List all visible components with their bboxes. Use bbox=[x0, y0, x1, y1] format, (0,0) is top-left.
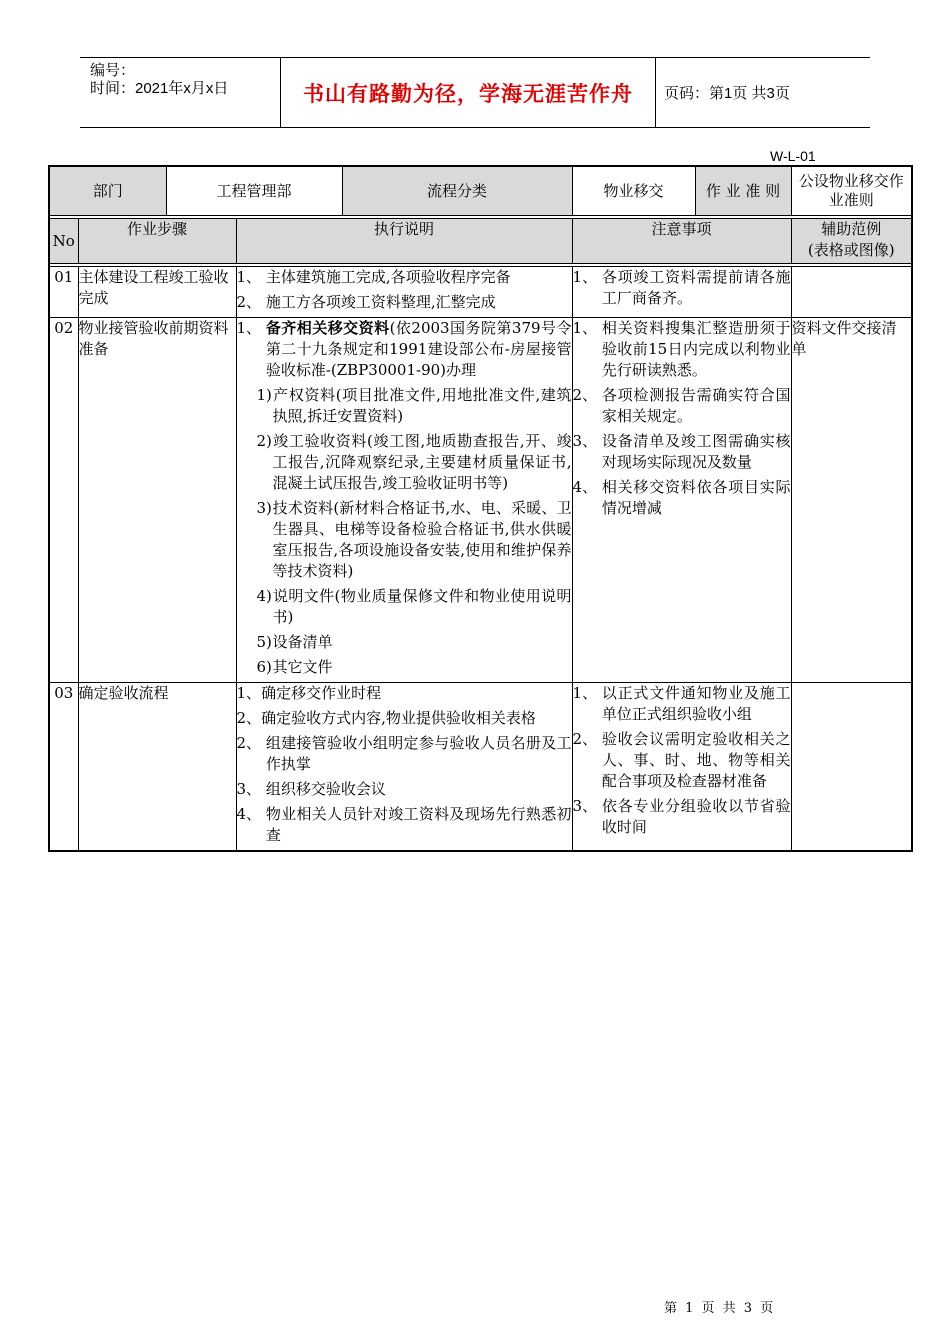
rule-label: 作 业 准 则 bbox=[695, 166, 791, 216]
row-exec bbox=[236, 683, 572, 852]
procedure-table bbox=[48, 165, 913, 852]
col-step: 作业步骤 bbox=[78, 219, 236, 264]
row-step: 确定验收流程 bbox=[78, 683, 236, 852]
table-row bbox=[49, 267, 912, 318]
exec-item: 4、 物业相关人员针对竣工资料及现场先行熟悉初查 bbox=[236, 805, 572, 844]
row-exec bbox=[236, 267, 572, 318]
note-item: 2、 各项检测报告需确实符合国家相关规定。 bbox=[572, 386, 791, 425]
note-item: 1、 相关资料搜集汇整造册须于验收前15日内完成以利物业先行研读熟悉。 bbox=[572, 319, 791, 379]
dept-value: 工程管理部 bbox=[166, 166, 342, 216]
exec-item: 2、 组建接管验收小组明定参与验收人员名册及工作执掌 bbox=[236, 734, 572, 773]
row-notes bbox=[572, 318, 791, 683]
col-exec: 执行说明 bbox=[236, 219, 572, 264]
table-row bbox=[49, 318, 912, 683]
row-step: 物业接管验收前期资料准备 bbox=[78, 318, 236, 683]
page-header bbox=[80, 57, 870, 128]
category-value: 物业移交 bbox=[572, 166, 695, 216]
note-item: 2、 验收会议需明定验收相关之人、事、时、地、物等相关配合事项及检查器材准备 bbox=[572, 730, 791, 790]
category-label: 流程分类 bbox=[342, 166, 572, 216]
exec-item: 2、 确定验收方式内容,物业提供验收相关表格 bbox=[236, 709, 536, 727]
rule-value: 公设物业移交作业准则 bbox=[791, 166, 912, 216]
header-info-cell bbox=[80, 58, 281, 127]
row-aux: 资料文件交接清单 bbox=[791, 318, 912, 683]
row-no: 01 bbox=[49, 267, 78, 318]
exec-bold: 备齐相关移交资料 bbox=[265, 319, 390, 337]
row-notes bbox=[572, 267, 791, 318]
dept-label: 部门 bbox=[49, 166, 166, 216]
col-aux bbox=[791, 219, 912, 264]
col-note: 注意事项 bbox=[572, 219, 791, 264]
sub-item: 5)设备清单 bbox=[256, 633, 333, 651]
row-notes bbox=[572, 683, 791, 852]
row-aux bbox=[791, 683, 912, 852]
page-info: 页码：第1页 共3页 bbox=[664, 85, 790, 102]
header-motto-cell bbox=[281, 58, 656, 127]
note-item: 3、 依各专业分组验收以节省验收时间 bbox=[572, 797, 791, 836]
sub-item: 6)其它文件 bbox=[256, 658, 333, 676]
exec-item: 1、 主体建筑施工完成,各项验收程序完备 bbox=[236, 268, 511, 286]
column-header-row bbox=[49, 219, 912, 264]
meta-row bbox=[49, 166, 912, 216]
sub-item: 1)产权资料(项目批准文件,用地批准文件,建筑执照,拆迁安置资料) bbox=[256, 386, 572, 425]
row-aux bbox=[791, 267, 912, 318]
exec-item: 1、 确定移交作业时程 bbox=[236, 684, 382, 702]
exec-item: 1、 备齐相关移交资料(依2003国务院第379号令第二十九条规定和1991建设部公布-房屋接管验收标准-(ZBP30001-90)办理 bbox=[236, 319, 572, 379]
exec-item: 3、 组织移交验收会议 bbox=[236, 780, 386, 798]
time-label: 时间：2021年x月x日 bbox=[90, 80, 229, 97]
motto-text: 书山有路勤为径，学海无涯苦作舟 bbox=[303, 82, 633, 106]
serial-label: 编号： bbox=[90, 62, 136, 79]
col-no: No bbox=[49, 219, 78, 264]
col-aux-line2: (表格或图像) bbox=[807, 241, 895, 259]
col-aux-line1: 辅助范例 bbox=[821, 220, 882, 238]
exec-item: 2、 施工方各项竣工资料整理,汇整完成 bbox=[236, 293, 496, 311]
note-item: 1、 以正式文件通知物业及施工单位正式组织验收小组 bbox=[572, 684, 791, 723]
row-exec bbox=[236, 318, 572, 683]
note-item: 4、 相关移交资料依各项目实际情况增减 bbox=[572, 478, 791, 517]
sub-item: 2)竣工验收资料(竣工图,地质勘查报告,开、竣工报告,沉降观察纪录,主要建材质量保证书,混凝土试压报告,竣工验收证明书等) bbox=[256, 432, 572, 492]
page-footer: 第 1 页 共 3 页 bbox=[664, 1301, 776, 1316]
doc-code: W-L-01 bbox=[770, 148, 816, 164]
sub-item: 3)技术资料(新材料合格证书,水、电、采暖、卫生器具、电梯等设备检验合格证书,供水供暖室压报告,各项设施设备安装,使用和维护保养等技术资料) bbox=[256, 499, 572, 580]
table-row bbox=[49, 683, 912, 852]
row-step: 主体建设工程竣工验收完成 bbox=[78, 267, 236, 318]
row-no: 03 bbox=[49, 683, 78, 852]
note-item: 1、 各项竣工资料需提前请各施工厂商备齐。 bbox=[572, 268, 791, 307]
row-no: 02 bbox=[49, 318, 78, 683]
sub-item: 4)说明文件(物业质量保修文件和物业使用说明书) bbox=[256, 587, 572, 626]
note-item: 3、 设备清单及竣工图需确实核对现场实际现况及数量 bbox=[572, 432, 791, 471]
header-page-cell bbox=[656, 58, 870, 127]
